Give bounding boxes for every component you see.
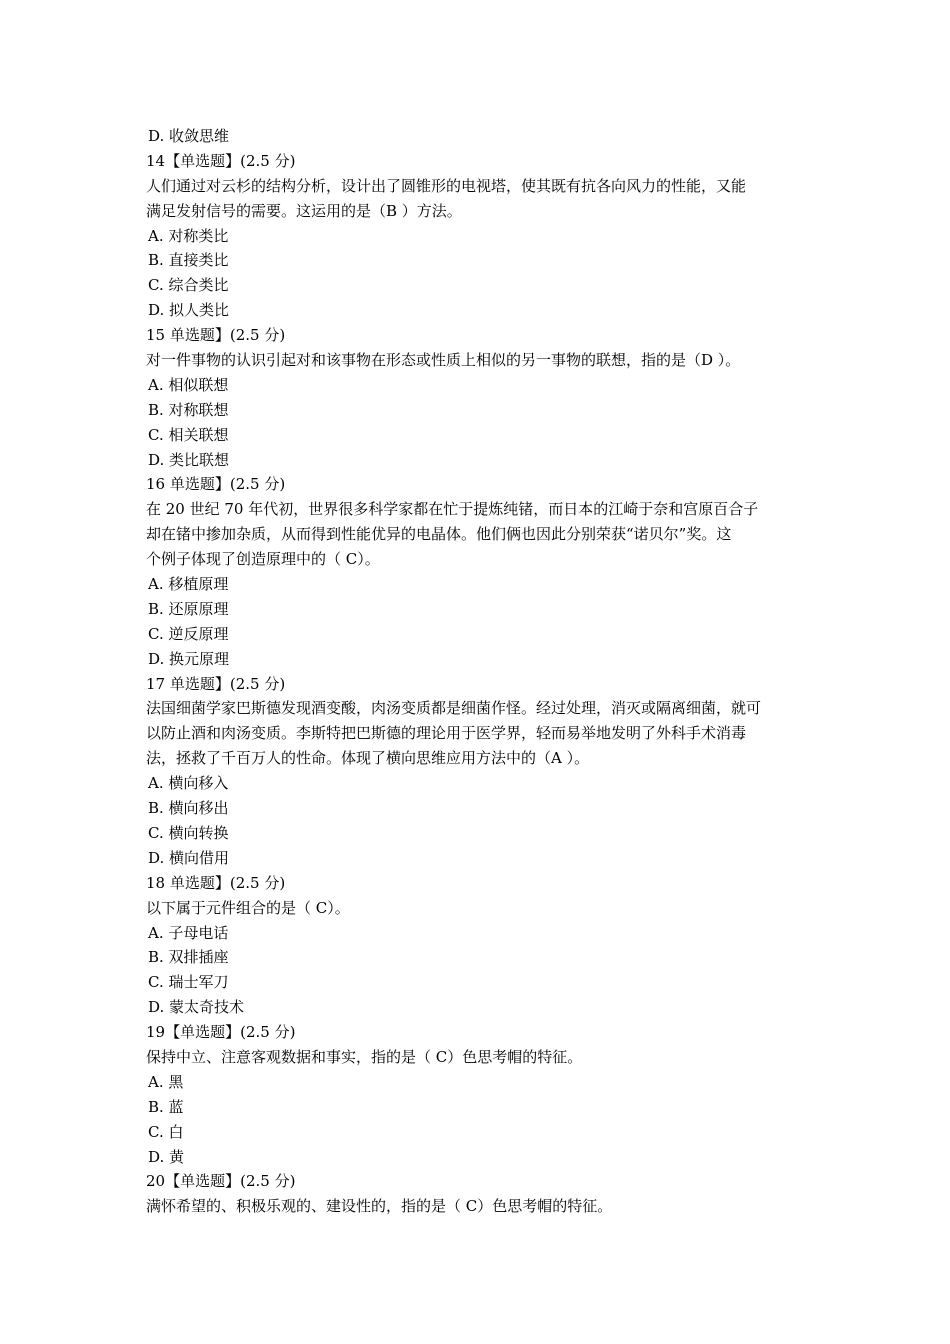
question-stem bbox=[146, 896, 808, 921]
question-header: 18 单选题】(2.5 分) bbox=[146, 873, 286, 892]
question-stem-line: 对一件事物的认识引起对和该事物在形态或性质上相似的另一事物的联想，指的是（D ）。 bbox=[146, 351, 741, 370]
question-stem-line: 法，拯救了千百万人的性命。体现了横向思维应用方法中的（A ）。 bbox=[146, 749, 590, 768]
answer-option: B. 蓝 bbox=[148, 1097, 184, 1116]
answer-option: A. 横向移入 bbox=[148, 774, 229, 793]
answer-option: C. 横向转换 bbox=[148, 823, 229, 842]
question-stem bbox=[146, 1045, 808, 1070]
answer-option: D. 横向借用 bbox=[148, 848, 230, 867]
answer-option: D. 黄 bbox=[148, 1147, 185, 1166]
question-header: 15 单选题】(2.5 分) bbox=[146, 326, 286, 345]
answer-option: A. 移植原理 bbox=[148, 575, 229, 594]
question-header: 14【单选题】(2.5 分) bbox=[146, 151, 296, 170]
question-stem-line: 以下属于元件组合的是（ C）。 bbox=[146, 898, 350, 917]
answer-option: A. 对称类比 bbox=[148, 226, 229, 245]
answer-option: B. 对称联想 bbox=[148, 400, 229, 419]
answer-option: C. 综合类比 bbox=[148, 276, 229, 295]
answer-option: D. 换元原理 bbox=[148, 649, 230, 668]
answer-option: B. 横向移出 bbox=[148, 799, 229, 818]
question-header: 16 单选题】(2.5 分) bbox=[146, 475, 286, 494]
question-stem bbox=[146, 348, 808, 373]
answer-option: D. 蒙太奇技术 bbox=[148, 998, 245, 1017]
answer-option: C. 瑞士军刀 bbox=[148, 973, 229, 992]
answer-option: C. 相关联想 bbox=[148, 425, 229, 444]
question-stem-line: 在 20 世纪 70 年代初，世界很多科学家都在忙于提炼纯锗，而日本的江崎于奈和宫原百合子 bbox=[146, 500, 759, 519]
answer-option: A. 子母电话 bbox=[148, 923, 229, 942]
question-stem-line: 满足发射信号的需要。这运用的是（B ）方法。 bbox=[146, 201, 462, 220]
question-stem bbox=[146, 174, 808, 224]
answer-option: D. 类比联想 bbox=[148, 450, 230, 469]
answer-option: B. 双排插座 bbox=[148, 948, 229, 967]
answer-option: A. 黑 bbox=[148, 1072, 184, 1091]
question-stem-line: 满怀希望的、积极乐观的、建设性的，指的是（ C）色思考帽的特征。 bbox=[146, 1197, 613, 1216]
question-stem-line: 人们通过对云杉的结构分析，设计出了圆锥形的电视塔，使其既有抗各向风力的性能，又能 bbox=[146, 176, 747, 195]
answer-option: C. 逆反原理 bbox=[148, 624, 229, 643]
question-stem-line: 却在锗中掺加杂质，从而得到性能优异的电晶体。他们俩也因此分别荣获“诺贝尔”奖。这 bbox=[146, 525, 732, 544]
question-stem bbox=[146, 1194, 808, 1219]
question-stem-line: 法国细菌学家巴斯德发现酒变酸，肉汤变质都是细菌作怪。经过处理，消灭或隔离细菌，就可 bbox=[146, 699, 762, 718]
question-header: 20【单选题】(2.5 分) bbox=[146, 1172, 296, 1191]
answer-option: B. 直接类比 bbox=[148, 251, 229, 270]
question-stem-line: 保持中立、注意客观数据和事实，指的是（ C）色思考帽的特征。 bbox=[146, 1047, 583, 1066]
question-header: 17 单选题】(2.5 分) bbox=[146, 674, 286, 693]
answer-option: A. 相似联想 bbox=[148, 375, 229, 394]
question-stem-line: 个例子体现了创造原理中的（ C）。 bbox=[146, 550, 380, 569]
document-page bbox=[146, 124, 808, 1219]
answer-option: B. 还原原理 bbox=[148, 599, 229, 618]
answer-option: D. 收敛思维 bbox=[148, 127, 230, 145]
question-stem bbox=[146, 696, 808, 771]
question-stem bbox=[146, 497, 808, 572]
answer-option: C. 白 bbox=[148, 1122, 184, 1141]
question-stem-line: 以防止酒和肉汤变质。李斯特把巴斯德的理论用于医学界，轻而易举地发明了外科手术消毒 bbox=[146, 724, 747, 743]
answer-option: D. 拟人类比 bbox=[148, 301, 230, 320]
question-header: 19【单选题】(2.5 分) bbox=[146, 1023, 296, 1042]
